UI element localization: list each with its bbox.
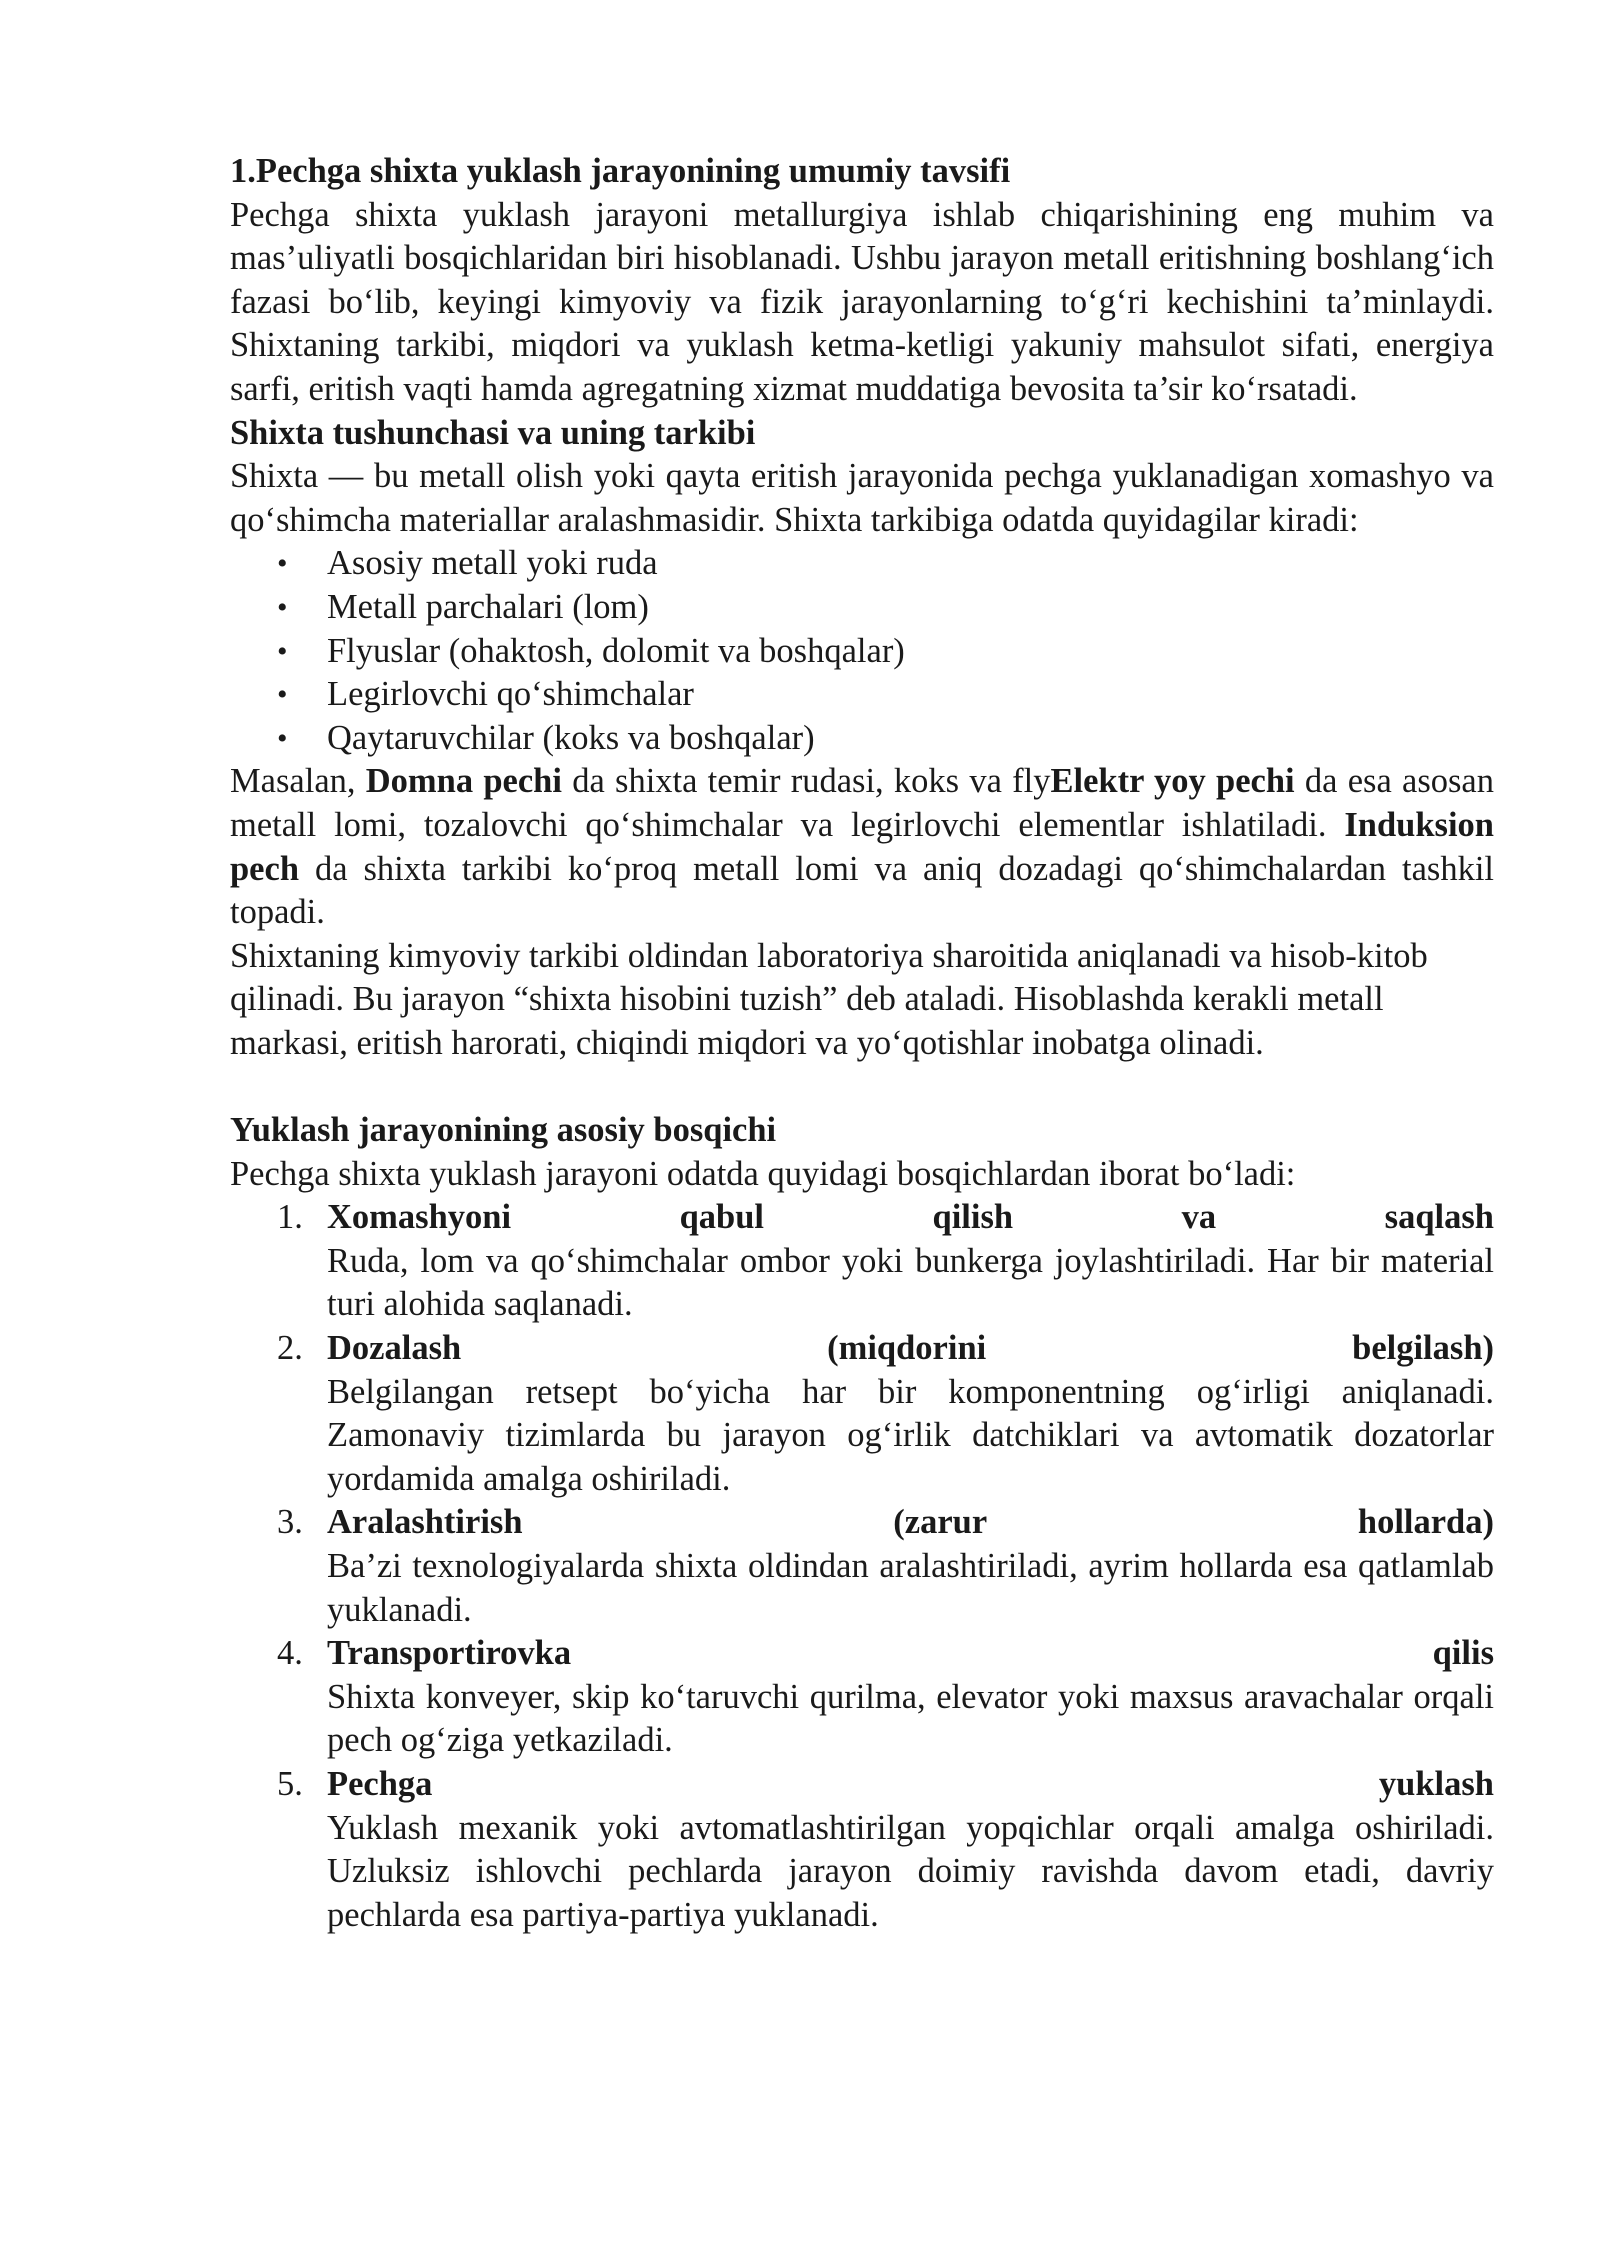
shixta-definition-paragraph: Shixta — bu metall olish yoki qayta eritish jarayonida pechga yuklanadigan xomashyo va qo‘shimcha materiallar aralashmasidir. Shixta tarkibiga odatda quyidagilar kiradi:: [230, 457, 1494, 539]
step-title-word: Transportirovka: [327, 1634, 572, 1673]
step-description: Ba’zi texnologiyalarda shixta oldindan aralashtiriladi, ayrim hollarda esa qatlamlab yuklanadi.: [327, 1547, 1494, 1629]
step-description: Shixta konveyer, skip ko‘taruvchi qurilma, elevator yoki maxsus aravachalar orqali pech og‘ziga yetkaziladi.: [327, 1677, 1494, 1760]
step-title: [327, 1501, 1494, 1545]
list-item: • Asosiy metall yoki ruda: [327, 542, 1494, 586]
section-heading-loading-stages: Yuklash jarayonining asosiy bosqichi: [230, 1111, 777, 1150]
step-number: 3.: [277, 1503, 303, 1542]
step-title-word: Pechga: [327, 1764, 433, 1803]
list-item: • Qaytaruvchilar (koks va boshqalar): [327, 717, 1494, 761]
step-title-word: yuklash: [1378, 1764, 1494, 1803]
step-title-word: belgilash): [1352, 1329, 1494, 1368]
document-content: [230, 150, 1494, 1937]
step-title-word: Xomashyoni: [327, 1198, 512, 1237]
term-elektr-yoy-pechi: Elektr yoy pechi: [1050, 762, 1295, 801]
term-induksion-pech: Induksion pech: [230, 805, 1494, 888]
step-title-word: va: [1181, 1198, 1217, 1237]
blank-line: [230, 1065, 1494, 1109]
example-text: da esa asosan metall lomi, tozalovchi qo‘shimchalar va legirlovchi elementlar ishlatiladi.: [230, 762, 1494, 844]
step-item: [277, 1501, 1494, 1632]
step-title-word: hollarda): [1357, 1503, 1494, 1542]
loading-steps-list: [230, 1196, 1494, 1937]
list-item: • Flyuslar (ohaktosh, dolomit va boshqalar): [327, 630, 1494, 674]
step-title-word: (zarur: [893, 1503, 988, 1542]
main-heading: 1.Pechga shixta yuklash jarayonining umumiy tavsifi: [230, 152, 1011, 190]
step-title-word: Dozalash: [327, 1329, 462, 1368]
example-paragraph: [230, 760, 1494, 934]
step-title-word: saqlash: [1384, 1198, 1494, 1237]
step-title-word: qilish: [932, 1198, 1014, 1237]
step-number: 1.: [277, 1198, 303, 1237]
step-title: [327, 1763, 1494, 1807]
step-item: [277, 1196, 1494, 1327]
calculation-paragraph: Shixtaning kimyoviy tarkibi oldindan laboratoriya sharoitida aniqlanadi va hisob-kitob qilinadi. Bu jarayon “shixta hisobini tuzish” deb ataladi. Hisoblashda kerakli metall markasi, eritish harorati, chiqindi miqdori va yo‘qotishlar inobatga olinadi.: [230, 936, 1428, 1062]
step-number: 2.: [277, 1329, 303, 1368]
step-title-word: qilis: [1432, 1634, 1494, 1673]
step-number: 5.: [277, 1764, 303, 1803]
step-title-word: qabul: [679, 1198, 764, 1237]
term-domna-pechi: Domna pechi: [365, 762, 562, 801]
step-title: [327, 1196, 1494, 1240]
step-item: [277, 1327, 1494, 1501]
section-heading-shixta: Shixta tushunchasi va uning tarkibi: [230, 413, 756, 452]
step-item: [277, 1632, 1494, 1763]
step-title-word: Aralashtirish: [327, 1503, 523, 1542]
list-item: • Metall parchalari (lom): [327, 586, 1494, 630]
step-number: 4.: [277, 1634, 303, 1673]
intro-paragraph: Pechga shixta yuklash jarayoni metallurgiya ishlab chiqarishining eng muhim va mas’uliyatli bosqichlaridan biri hisoblanadi. Ushbu jarayon metall eritishning boshlang‘ich fazasi bo‘lib, keyingi kimyoviy va fizik jarayonlarning to‘g‘ri kechishini ta’minlaydi. Shixtaning tarkibi, miqdori va yuklash ketma-ketligi yakuniy mahsulot sifati, energiya sarfi, eritish vaqti hamda agregatning xizmat muddatiga bevosita ta’sir ko‘rsatadi.: [230, 195, 1494, 408]
step-title: [327, 1327, 1494, 1371]
stages-intro-paragraph: Pechga shixta yuklash jarayoni odatda quyidagi bosqichlardan iborat bo‘ladi:: [230, 1154, 1296, 1193]
step-description: Ruda, lom va qo‘shimchalar ombor yoki bunkerga joylashtiriladi. Har bir material turi alohida saqlanadi.: [327, 1241, 1494, 1324]
list-item: • Legirlovchi qo‘shimchalar: [327, 673, 1494, 717]
shixta-components-list: [230, 542, 1494, 760]
step-item: [277, 1763, 1494, 1937]
step-description: Yuklash mexanik yoki avtomatlashtirilgan yopqichlar orqali amalga oshiriladi. Uzluksiz ishlovchi pechlarda jarayon doimiy ravishda davom etadi, davriy pechlarda esa partiya-partiya yuklanadi.: [327, 1808, 1494, 1934]
step-description: Belgilangan retsept bo‘yicha har bir komponentning og‘irligi aniqlanadi. Zamonaviy tizimlarda bu jarayon og‘irlik datchiklari va avtomatik dozatorlar yordamida amalga oshiriladi.: [327, 1372, 1494, 1498]
example-text: Masalan,: [230, 762, 366, 801]
example-text: da shixta temir rudasi, koks va fly: [561, 762, 1051, 801]
step-title-word: (miqdorini: [827, 1329, 987, 1368]
example-text: da shixta tarkibi ko‘proq metall lomi va aniq dozadagi qo‘shimchalardan tashkil topadi.: [230, 849, 1494, 932]
step-title: [327, 1632, 1494, 1676]
